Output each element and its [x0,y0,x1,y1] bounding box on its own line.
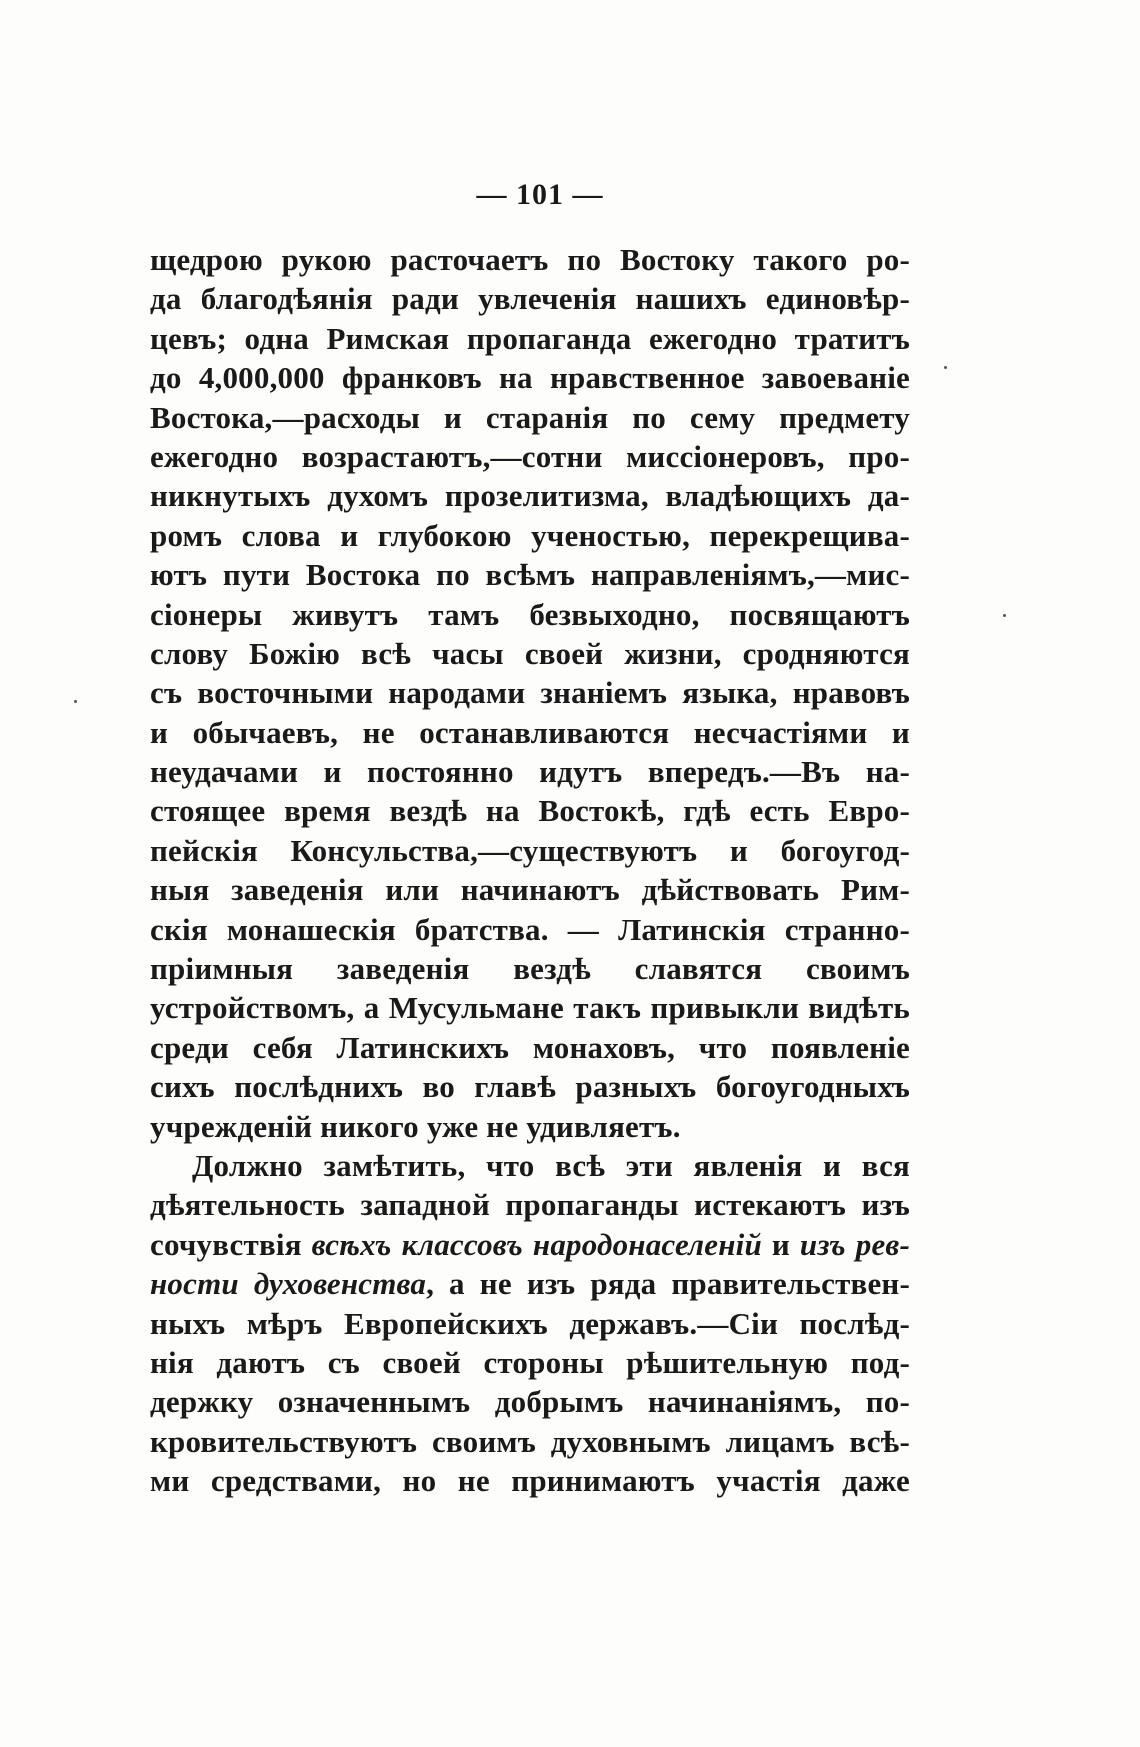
text-line: Должно замѣтить, что всѣ эти явленія и вся [192,1147,910,1183]
italic-phrase: ности духовенства [150,1266,427,1302]
text-line: скія монашескія братства. — Латинскія странно- [150,911,910,947]
text-line: ныя заведенія или начинаютъ дѣйствовать Рим- [150,872,910,908]
paragraph-1 [150,240,910,1146]
paragraph-2 [150,1146,910,1501]
text-line: Востока,—расходы и старанія по сему предмету [150,399,910,435]
text-line: сочувствія всѣхъ классовъ народонаселеній и изъ рев- [150,1226,910,1262]
text-line: сихъ послѣднихъ во главѣ разныхъ богоугодныхъ [150,1069,910,1105]
text-line: ромъ слова и глубокою ученостью, перекрещива- [150,517,910,553]
text-line: сіонеры живутъ тамъ безвыходно, посвящаютъ [150,596,910,632]
text-line: ности духовенства, а не изъ ряда правительствен- [150,1266,910,1302]
text-line: стоящее время вездѣ на Востокѣ, гдѣ есть Евро- [150,793,910,829]
text-line: до 4,000,000 франковъ на нравственное завоеваніе [150,360,910,396]
text-line: никнутыхъ духомъ прозелитизма, владѣющихъ да- [150,478,910,514]
scan-speck [74,700,77,703]
text-line: пріимныя заведенія вездѣ славятся своимъ [150,951,910,987]
text-line: и обычаевъ, не останавливаются несчастіями и [150,714,910,750]
text-line: ежегодно возрастаютъ,—сотни миссіонеровъ, про- [150,438,910,474]
page-number: — 101 — [476,178,604,211]
text-line: цевъ; одна Римская пропаганда ежегодно тратитъ [150,320,910,356]
italic-phrase: всѣхъ классовъ народонаселеній [311,1226,762,1262]
text-line: нія даютъ съ своей стороны рѣшительную под- [150,1344,910,1380]
text-line: съ восточными народами знаніемъ языка, нравовъ [150,675,910,711]
text-line: ютъ пути Востока по всѣмъ направленіямъ,—мис- [150,557,910,593]
text-line: кровительствуютъ своимъ духовнымъ лицамъ всѣ- [150,1423,910,1459]
text-line: ныхъ мѣръ Европейскихъ державъ.—Сіи послѣд- [150,1305,910,1341]
text-line: учрежденій никого уже не удивляетъ. [150,1108,681,1144]
text-line: устройствомъ, а Мусульмане такъ привыкли видѣть [150,990,910,1026]
text-line: да благодѣянія ради увлеченія нашихъ единовѣр- [150,281,910,317]
scan-speck [1003,614,1006,617]
scan-speck [944,366,947,369]
text-line: ми средствами, но не принимаютъ участія даже [150,1463,910,1499]
text-line: пейскія Консульства,—существуютъ и богоугод- [150,832,910,868]
text-line: слову Божію всѣ часы своей жизни, сродняются [150,635,910,671]
text-line: среди себя Латинскихъ монаховъ, что появленіе [150,1029,910,1065]
text-line: неудачами и постоянно идутъ впередъ.—Въ на- [150,754,910,790]
text-line: щедрою рукою расточаетъ по Востоку такого ро- [150,242,910,277]
text-line: дѣятельность западной пропаганды истекаютъ изъ [150,1187,910,1223]
text-line: держку означеннымъ добрымъ начинаніямъ, по- [150,1384,910,1420]
body-text [150,240,910,1501]
italic-phrase: изъ рев- [799,1226,910,1262]
